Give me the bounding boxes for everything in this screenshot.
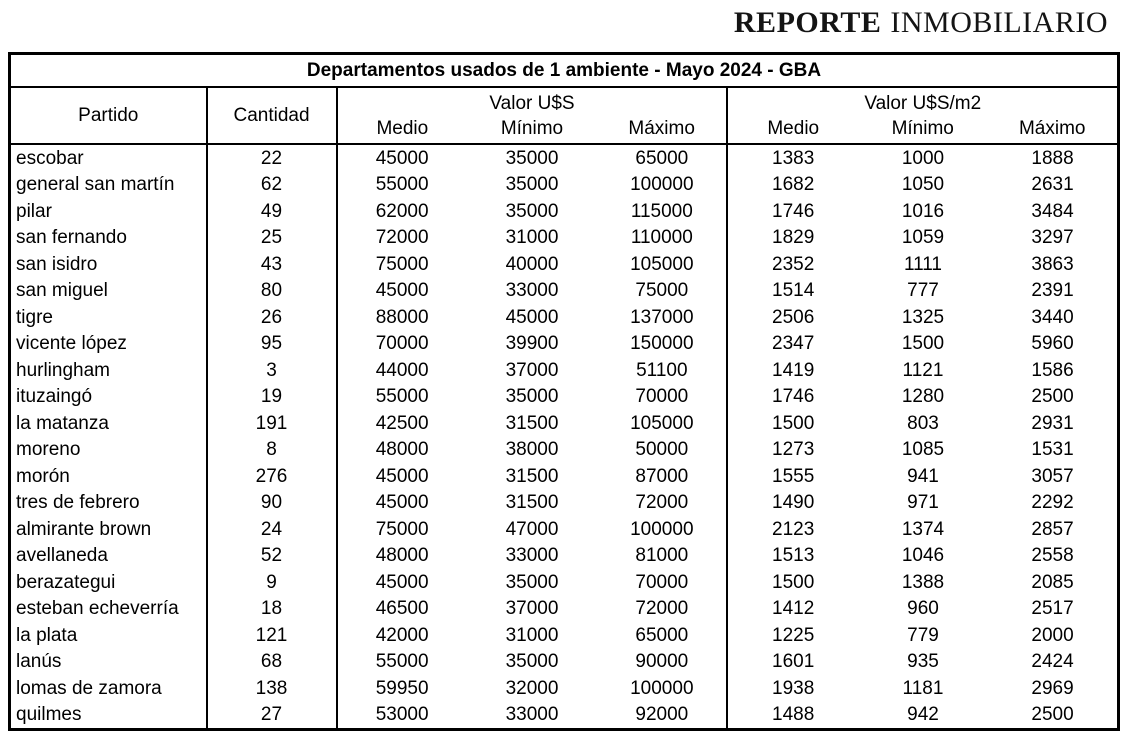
cell-usd-m2-minimo: 1085 xyxy=(901,439,945,461)
table-row xyxy=(10,463,1119,490)
cell-usd-m2-medio: 1500 xyxy=(772,571,815,593)
subheader-row-usd xyxy=(338,117,727,143)
cell-usd-maximo: 51100 xyxy=(597,357,727,384)
cell-usd-minimo: 31500 xyxy=(505,412,559,434)
cell-cantidad: 62 xyxy=(207,172,337,199)
cell-usd-minimo: 31500 xyxy=(505,465,559,487)
cell-usd-m2-minimo: 803 xyxy=(907,412,939,434)
subcol-usd-m2-maximo: Máximo xyxy=(1018,118,1086,139)
cell-cantidad: 9 xyxy=(207,569,337,596)
cell-usd-m2-medio: 1412 xyxy=(772,598,815,620)
cell-partido: berazategui xyxy=(10,569,207,596)
cell-partido: san fernando xyxy=(10,225,207,252)
cell-usd-m2-maximo: 1586 xyxy=(1031,359,1074,381)
cell-usd-m2-maximo: 3484 xyxy=(1031,200,1074,222)
cell-usd-m2-medio: 1746 xyxy=(772,200,815,222)
cell-partido: esteban echeverría xyxy=(10,596,207,623)
cell-usd-maximo: 90000 xyxy=(597,649,727,676)
cell-usd-m2-maximo: 2500 xyxy=(1031,386,1074,408)
col-group-valor-usd xyxy=(337,87,728,144)
logo-text-secondary: INMOBILIARIO xyxy=(890,6,1108,39)
cell-usd-m2-minimo: 1374 xyxy=(901,518,945,540)
group-title-valor-usd-m2: Valor U$S/m2 xyxy=(864,93,982,114)
cell-cantidad: 49 xyxy=(207,198,337,225)
cell-usd-m2-maximo: 2931 xyxy=(1031,412,1074,434)
cell-usd-maximo: 92000 xyxy=(597,702,727,730)
cell-usd-m2-maximo: 2292 xyxy=(1031,492,1074,514)
cell-usd-m2-minimo: 1388 xyxy=(901,571,945,593)
cell-usd-m2-minimo: 1280 xyxy=(901,386,945,408)
title-row xyxy=(10,54,1119,88)
cell-partido: la plata xyxy=(10,622,207,649)
cell-usd-m2-minimo: 1325 xyxy=(901,306,945,328)
cell-usd-m2-maximo: 2558 xyxy=(1031,545,1074,567)
cell-usd-medio: 88000 xyxy=(375,306,429,328)
cell-partido: vicente lópez xyxy=(10,331,207,358)
cell-usd-m2-maximo: 2424 xyxy=(1031,651,1074,673)
cell-usd-maximo: 100000 xyxy=(597,675,727,702)
apartments-price-table xyxy=(8,52,1120,731)
cell-usd-minimo: 31000 xyxy=(505,227,559,249)
cell-usd-m2-minimo: 941 xyxy=(907,465,939,487)
cell-cantidad: 3 xyxy=(207,357,337,384)
cell-usd-maximo: 70000 xyxy=(597,569,727,596)
cell-usd-m2-maximo: 3057 xyxy=(1031,465,1074,487)
cell-usd-m2-maximo: 2000 xyxy=(1031,624,1074,646)
table-row xyxy=(10,304,1119,331)
column-header-row xyxy=(10,87,1119,144)
reporte-inmobiliario-logo xyxy=(734,6,1108,40)
cell-usd-m2-maximo: 2631 xyxy=(1031,174,1074,196)
subheader-row-usd-m2 xyxy=(728,117,1117,143)
cell-usd-maximo: 65000 xyxy=(597,144,727,172)
cell-partido: tigre xyxy=(10,304,207,331)
cell-usd-m2-minimo: 1016 xyxy=(901,200,945,222)
cell-usd-m2-minimo: 777 xyxy=(907,280,939,302)
cell-usd-maximo: 72000 xyxy=(597,596,727,623)
cell-usd-medio: 45000 xyxy=(375,492,429,514)
subcol-usd-m2-minimo: Mínimo xyxy=(891,118,954,139)
cell-usd-minimo: 35000 xyxy=(505,651,559,673)
cell-usd-m2-minimo: 960 xyxy=(907,598,939,620)
cell-usd-m2-minimo: 942 xyxy=(907,704,939,726)
cell-usd-m2-medio: 1746 xyxy=(772,386,815,408)
cell-usd-m2-medio: 1500 xyxy=(772,412,815,434)
cell-cantidad: 25 xyxy=(207,225,337,252)
cell-usd-m2-medio: 2347 xyxy=(772,333,815,355)
cell-usd-medio: 45000 xyxy=(375,147,429,169)
cell-usd-medio: 55000 xyxy=(375,174,429,196)
cell-usd-m2-maximo: 3440 xyxy=(1031,306,1074,328)
cell-usd-medio: 45000 xyxy=(375,465,429,487)
col-header-partido: Partido xyxy=(10,87,207,144)
cell-cantidad: 27 xyxy=(207,702,337,730)
cell-usd-m2-maximo: 2085 xyxy=(1031,571,1074,593)
table-row xyxy=(10,251,1119,278)
cell-usd-minimo: 33000 xyxy=(505,704,559,726)
table-row xyxy=(10,596,1119,623)
cell-usd-minimo: 37000 xyxy=(505,598,559,620)
cell-usd-maximo: 100000 xyxy=(597,172,727,199)
cell-cantidad: 43 xyxy=(207,251,337,278)
cell-cantidad: 95 xyxy=(207,331,337,358)
cell-cantidad: 8 xyxy=(207,437,337,464)
cell-usd-minimo: 31500 xyxy=(505,492,559,514)
cell-usd-m2-medio: 1601 xyxy=(772,651,815,673)
cell-cantidad: 22 xyxy=(207,144,337,172)
cell-usd-m2-maximo: 3863 xyxy=(1031,253,1074,275)
cell-usd-m2-medio: 1682 xyxy=(772,174,815,196)
cell-cantidad: 121 xyxy=(207,622,337,649)
cell-usd-minimo: 35000 xyxy=(505,174,559,196)
cell-usd-m2-maximo: 3297 xyxy=(1031,227,1074,249)
cell-usd-m2-maximo: 2517 xyxy=(1031,598,1074,620)
cell-usd-m2-medio: 1488 xyxy=(772,704,815,726)
cell-usd-m2-medio: 1419 xyxy=(772,359,815,381)
subcol-usd-m2-medio: Medio xyxy=(767,118,820,139)
cell-cantidad: 52 xyxy=(207,543,337,570)
cell-usd-m2-medio: 1514 xyxy=(772,280,815,302)
subcol-usd-maximo: Máximo xyxy=(628,118,695,139)
cell-usd-maximo: 87000 xyxy=(597,463,727,490)
table-row xyxy=(10,172,1119,199)
cell-usd-m2-medio: 1555 xyxy=(772,465,815,487)
cell-usd-m2-medio: 2506 xyxy=(772,306,815,328)
cell-cantidad: 90 xyxy=(207,490,337,517)
cell-usd-maximo: 105000 xyxy=(597,410,727,437)
cell-usd-m2-minimo: 1500 xyxy=(901,333,945,355)
cell-partido: pilar xyxy=(10,198,207,225)
cell-cantidad: 191 xyxy=(207,410,337,437)
cell-usd-m2-minimo: 935 xyxy=(907,651,939,673)
cell-usd-m2-maximo: 1531 xyxy=(1031,439,1074,461)
cell-partido: san isidro xyxy=(10,251,207,278)
cell-usd-maximo: 115000 xyxy=(597,198,727,225)
cell-cantidad: 18 xyxy=(207,596,337,623)
cell-usd-medio: 46500 xyxy=(375,598,429,620)
col-group-valor-usd-m2 xyxy=(727,87,1118,144)
cell-cantidad: 80 xyxy=(207,278,337,305)
cell-usd-medio: 55000 xyxy=(375,651,429,673)
cell-cantidad: 24 xyxy=(207,516,337,543)
cell-usd-maximo: 72000 xyxy=(597,490,727,517)
cell-usd-m2-maximo: 5960 xyxy=(1031,333,1074,355)
cell-cantidad: 26 xyxy=(207,304,337,331)
cell-usd-medio: 42000 xyxy=(375,624,429,646)
cell-usd-m2-minimo: 1059 xyxy=(901,227,945,249)
table-row xyxy=(10,675,1119,702)
cell-usd-medio: 48000 xyxy=(375,545,429,567)
cell-usd-minimo: 38000 xyxy=(505,439,559,461)
cell-usd-minimo: 39900 xyxy=(505,333,559,355)
cell-usd-minimo: 35000 xyxy=(505,571,559,593)
cell-usd-m2-medio: 1383 xyxy=(772,147,815,169)
table-row xyxy=(10,490,1119,517)
cell-usd-minimo: 32000 xyxy=(505,677,559,699)
cell-usd-maximo: 150000 xyxy=(597,331,727,358)
cell-usd-m2-minimo: 1050 xyxy=(901,174,945,196)
cell-usd-medio: 62000 xyxy=(375,200,429,222)
table-row xyxy=(10,622,1119,649)
cell-partido: la matanza xyxy=(10,410,207,437)
cell-usd-m2-medio: 1938 xyxy=(772,677,815,699)
subcol-usd-medio: Medio xyxy=(376,118,429,139)
table-row xyxy=(10,649,1119,676)
cell-usd-minimo: 47000 xyxy=(505,518,559,540)
cell-usd-medio: 59950 xyxy=(375,677,429,699)
cell-partido: ituzaingó xyxy=(10,384,207,411)
table-row xyxy=(10,516,1119,543)
table-row xyxy=(10,702,1119,730)
cell-usd-medio: 75000 xyxy=(375,518,429,540)
cell-usd-m2-minimo: 1046 xyxy=(901,545,945,567)
cell-usd-m2-minimo: 1000 xyxy=(901,147,945,169)
cell-usd-minimo: 33000 xyxy=(505,545,559,567)
table-row xyxy=(10,410,1119,437)
cell-usd-maximo: 65000 xyxy=(597,622,727,649)
table-row xyxy=(10,331,1119,358)
cell-usd-m2-medio: 1490 xyxy=(772,492,815,514)
cell-usd-m2-medio: 1225 xyxy=(772,624,815,646)
cell-usd-medio: 44000 xyxy=(375,359,429,381)
cell-partido: tres de febrero xyxy=(10,490,207,517)
cell-partido: escobar xyxy=(10,144,207,172)
cell-partido: moreno xyxy=(10,437,207,464)
cell-usd-medio: 72000 xyxy=(375,227,429,249)
cell-usd-m2-maximo: 2969 xyxy=(1031,677,1074,699)
cell-usd-minimo: 31000 xyxy=(505,624,559,646)
cell-usd-medio: 42500 xyxy=(375,412,429,434)
col-header-cantidad: Cantidad xyxy=(207,87,337,144)
cell-usd-m2-medio: 2123 xyxy=(772,518,815,540)
cell-usd-maximo: 110000 xyxy=(597,225,727,252)
cell-partido: morón xyxy=(10,463,207,490)
cell-usd-m2-medio: 2352 xyxy=(772,253,815,275)
cell-usd-m2-minimo: 1181 xyxy=(902,677,944,699)
cell-partido: hurlingham xyxy=(10,357,207,384)
cell-usd-maximo: 81000 xyxy=(597,543,727,570)
cell-cantidad: 68 xyxy=(207,649,337,676)
logo-text-primary: REPORTE xyxy=(733,6,882,39)
cell-usd-m2-maximo: 2391 xyxy=(1031,280,1074,302)
cell-usd-m2-medio: 1513 xyxy=(772,545,815,567)
cell-usd-m2-maximo: 2500 xyxy=(1031,704,1074,726)
cell-usd-m2-medio: 1829 xyxy=(772,227,815,249)
cell-partido: quilmes xyxy=(10,702,207,730)
cell-partido: almirante brown xyxy=(10,516,207,543)
table-row xyxy=(10,384,1119,411)
group-title-valor-usd: Valor U$S xyxy=(489,93,575,114)
cell-usd-medio: 75000 xyxy=(375,253,429,275)
cell-usd-minimo: 45000 xyxy=(505,306,559,328)
cell-usd-medio: 70000 xyxy=(375,333,429,355)
cell-cantidad: 19 xyxy=(207,384,337,411)
cell-usd-minimo: 35000 xyxy=(505,147,559,169)
cell-usd-minimo: 40000 xyxy=(505,253,559,275)
cell-usd-maximo: 75000 xyxy=(597,278,727,305)
cell-partido: lanús xyxy=(10,649,207,676)
cell-usd-maximo: 50000 xyxy=(597,437,727,464)
cell-usd-minimo: 35000 xyxy=(505,386,559,408)
table-row xyxy=(10,144,1119,172)
cell-usd-m2-minimo: 971 xyxy=(907,492,939,514)
cell-usd-medio: 48000 xyxy=(375,439,429,461)
cell-usd-medio: 45000 xyxy=(375,280,429,302)
cell-usd-maximo: 137000 xyxy=(597,304,727,331)
table-row xyxy=(10,543,1119,570)
cell-usd-m2-medio: 1273 xyxy=(772,439,815,461)
cell-usd-medio: 55000 xyxy=(375,386,429,408)
cell-usd-m2-maximo: 1888 xyxy=(1031,147,1074,169)
table-row xyxy=(10,198,1119,225)
table-row xyxy=(10,357,1119,384)
table-row xyxy=(10,278,1119,305)
cell-usd-m2-maximo: 2857 xyxy=(1031,518,1074,540)
cell-usd-medio: 53000 xyxy=(375,704,429,726)
subcol-usd-minimo: Mínimo xyxy=(500,118,564,139)
cell-usd-minimo: 33000 xyxy=(505,280,559,302)
cell-usd-minimo: 35000 xyxy=(505,200,559,222)
cell-usd-minimo: 37000 xyxy=(505,359,559,381)
table-row xyxy=(10,569,1119,596)
cell-usd-maximo: 70000 xyxy=(597,384,727,411)
cell-usd-m2-minimo: 1121 xyxy=(902,359,944,381)
table-body xyxy=(10,144,1119,730)
cell-cantidad: 276 xyxy=(207,463,337,490)
cell-usd-maximo: 105000 xyxy=(597,251,727,278)
cell-partido: avellaneda xyxy=(10,543,207,570)
cell-partido: general san martín xyxy=(10,172,207,199)
table-row xyxy=(10,437,1119,464)
cell-partido: lomas de zamora xyxy=(10,675,207,702)
cell-usd-m2-minimo: 1111 xyxy=(903,253,942,275)
cell-usd-medio: 45000 xyxy=(375,571,429,593)
table-header xyxy=(10,54,1119,145)
table-title: Departamentos usados de 1 ambiente - Mayo 2024 - GBA xyxy=(10,54,1119,88)
table-row xyxy=(10,225,1119,252)
cell-usd-maximo: 100000 xyxy=(597,516,727,543)
cell-cantidad: 138 xyxy=(207,675,337,702)
cell-usd-m2-minimo: 779 xyxy=(907,624,939,646)
cell-partido: san miguel xyxy=(10,278,207,305)
